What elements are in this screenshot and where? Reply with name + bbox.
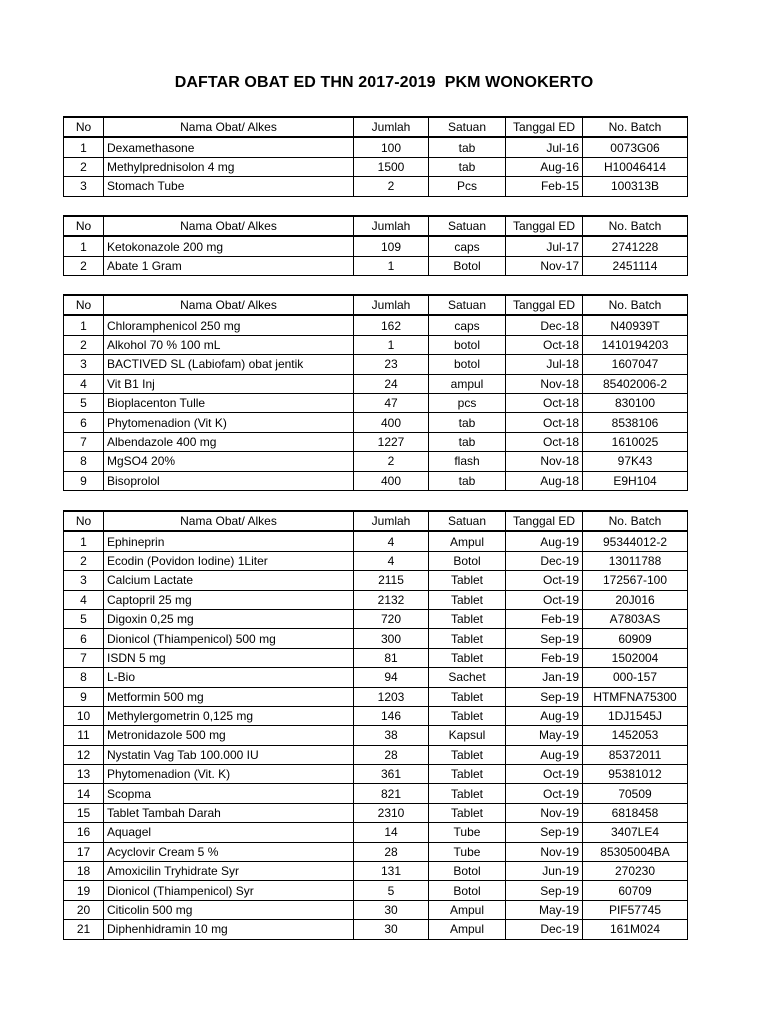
unit-cell: caps: [429, 236, 506, 256]
row-number-cell: 18: [64, 862, 104, 881]
row-number-cell: 6: [64, 629, 104, 648]
batch-number-cell: N40939T: [583, 315, 688, 335]
expiry-date-cell: Nov-17: [506, 256, 583, 275]
table-row: [64, 452, 688, 471]
expiry-date-cell: May-19: [506, 726, 583, 745]
quantity-cell: 81: [354, 648, 429, 667]
column-header-unit: Satuan: [429, 216, 506, 236]
quantity-cell: 109: [354, 236, 429, 256]
row-number-cell: 9: [64, 471, 104, 490]
batch-number-cell: 161M024: [583, 920, 688, 939]
column-header-medicine-name: Nama Obat/ Alkes: [104, 295, 354, 315]
medicine-name-cell: Bioplacenton Tulle: [104, 393, 354, 412]
medicine-name-cell: Acyclovir Cream 5 %: [104, 842, 354, 861]
expiry-date-cell: Jul-16: [506, 137, 583, 157]
batch-number-cell: 20J016: [583, 590, 688, 609]
batch-number-cell: 95344012-2: [583, 531, 688, 551]
unit-cell: Tablet: [429, 648, 506, 667]
table-row: [64, 374, 688, 393]
batch-number-cell: 95381012: [583, 765, 688, 784]
quantity-cell: 1227: [354, 432, 429, 451]
column-header-batch-number: No. Batch: [583, 295, 688, 315]
quantity-cell: 94: [354, 668, 429, 687]
batch-number-cell: 100313B: [583, 177, 688, 196]
quantity-cell: 38: [354, 726, 429, 745]
medicine-name-cell: Phytomenadion (Vit K): [104, 413, 354, 432]
row-number-cell: 1: [64, 315, 104, 335]
batch-number-cell: PIF57745: [583, 900, 688, 919]
medicine-name-cell: Alkohol 70 % 100 mL: [104, 335, 354, 354]
unit-cell: Tube: [429, 823, 506, 842]
quantity-cell: 2: [354, 452, 429, 471]
table-row: [64, 571, 688, 590]
quantity-cell: 100: [354, 137, 429, 157]
unit-cell: Ampul: [429, 900, 506, 919]
row-number-cell: 8: [64, 668, 104, 687]
quantity-cell: 2132: [354, 590, 429, 609]
table-row: [64, 765, 688, 784]
medicine-name-cell: Metronidazole 500 mg: [104, 726, 354, 745]
table-row: [64, 842, 688, 861]
medicine-name-cell: Nystatin Vag Tab 100.000 IU: [104, 745, 354, 764]
quantity-cell: 28: [354, 842, 429, 861]
quantity-cell: 1: [354, 256, 429, 275]
quantity-cell: 47: [354, 393, 429, 412]
batch-number-cell: 2451114: [583, 256, 688, 275]
expiry-date-cell: Aug-18: [506, 471, 583, 490]
row-number-cell: 21: [64, 920, 104, 939]
expiry-date-cell: Oct-19: [506, 571, 583, 590]
table-row: [64, 609, 688, 628]
unit-cell: Tablet: [429, 590, 506, 609]
column-header-row-number: No: [64, 295, 104, 315]
expiry-date-cell: Oct-18: [506, 413, 583, 432]
medicine-name-cell: Captopril 25 mg: [104, 590, 354, 609]
table-row: [64, 648, 688, 667]
unit-cell: tab: [429, 471, 506, 490]
unit-cell: Ampul: [429, 531, 506, 551]
expiry-date-cell: Dec-18: [506, 315, 583, 335]
quantity-cell: 30: [354, 900, 429, 919]
row-number-cell: 16: [64, 823, 104, 842]
column-header-expiry-date: Tanggal ED: [506, 117, 583, 137]
row-number-cell: 2: [64, 551, 104, 570]
unit-cell: Tablet: [429, 784, 506, 803]
unit-cell: caps: [429, 315, 506, 335]
column-header-quantity: Jumlah: [354, 117, 429, 137]
quantity-cell: 146: [354, 706, 429, 725]
batch-number-cell: 60709: [583, 881, 688, 900]
column-header-quantity: Jumlah: [354, 295, 429, 315]
expiry-date-cell: Oct-18: [506, 335, 583, 354]
row-number-cell: 7: [64, 648, 104, 667]
unit-cell: Tablet: [429, 765, 506, 784]
row-number-cell: 2: [64, 157, 104, 176]
table-row: [64, 784, 688, 803]
expiry-date-cell: Feb-19: [506, 609, 583, 628]
table-header-row: [64, 216, 688, 236]
expiry-date-cell: Jun-19: [506, 862, 583, 881]
unit-cell: Tablet: [429, 706, 506, 725]
expiry-date-cell: Oct-19: [506, 765, 583, 784]
quantity-cell: 4: [354, 531, 429, 551]
medicine-name-cell: Aquagel: [104, 823, 354, 842]
medicine-name-cell: Diphenhidramin 10 mg: [104, 920, 354, 939]
expiry-date-cell: Feb-15: [506, 177, 583, 196]
row-number-cell: 1: [64, 236, 104, 256]
row-number-cell: 1: [64, 531, 104, 551]
expiry-date-cell: Sep-19: [506, 629, 583, 648]
quantity-cell: 300: [354, 629, 429, 648]
table-header-row: [64, 295, 688, 315]
unit-cell: Tablet: [429, 745, 506, 764]
table-row: [64, 881, 688, 900]
batch-number-cell: 85305004BA: [583, 842, 688, 861]
quantity-cell: 24: [354, 374, 429, 393]
expiry-date-cell: Aug-19: [506, 706, 583, 725]
batch-number-cell: 3407LE4: [583, 823, 688, 842]
expiry-date-cell: Sep-19: [506, 687, 583, 706]
row-number-cell: 1: [64, 137, 104, 157]
expiry-date-cell: Nov-18: [506, 374, 583, 393]
table-row: [64, 137, 688, 157]
medicine-name-cell: Calcium Lactate: [104, 571, 354, 590]
quantity-cell: 5: [354, 881, 429, 900]
table-row: [64, 668, 688, 687]
medicine-name-cell: Amoxicilin Tryhidrate Syr: [104, 862, 354, 881]
table-row: [64, 256, 688, 275]
expiry-date-cell: Aug-19: [506, 531, 583, 551]
row-number-cell: 3: [64, 177, 104, 196]
batch-number-cell: 1410194203: [583, 335, 688, 354]
expiry-date-cell: Oct-19: [506, 784, 583, 803]
medicine-name-cell: BACTIVED SL (Labiofam) obat jentik: [104, 355, 354, 374]
quantity-cell: 23: [354, 355, 429, 374]
medicine-name-cell: Dionicol (Thiampenicol) Syr: [104, 881, 354, 900]
batch-number-cell: 1607047: [583, 355, 688, 374]
quantity-cell: 131: [354, 862, 429, 881]
table-row: [64, 355, 688, 374]
batch-number-cell: 830100: [583, 393, 688, 412]
page-title: DAFTAR OBAT ED THN 2017-2019 PKM WONOKERTO: [174, 74, 594, 91]
table-row: [64, 823, 688, 842]
medicine-name-cell: Phytomenadion (Vit. K): [104, 765, 354, 784]
batch-number-cell: 000-157: [583, 668, 688, 687]
table-row: [64, 157, 688, 176]
unit-cell: Botol: [429, 881, 506, 900]
column-header-batch-number: No. Batch: [583, 216, 688, 236]
row-number-cell: 11: [64, 726, 104, 745]
quantity-cell: 14: [354, 823, 429, 842]
batch-number-cell: 6818458: [583, 803, 688, 822]
medicine-name-cell: Tablet Tambah Darah: [104, 803, 354, 822]
batch-number-cell: 85402006-2: [583, 374, 688, 393]
unit-cell: pcs: [429, 393, 506, 412]
table-header-row: [64, 511, 688, 531]
batch-number-cell: 13011788: [583, 551, 688, 570]
table-row: [64, 629, 688, 648]
table-header-row: [64, 117, 688, 137]
medicine-name-cell: Chloramphenicol 250 mg: [104, 315, 354, 335]
expiry-date-cell: Aug-16: [506, 157, 583, 176]
quantity-cell: 720: [354, 609, 429, 628]
unit-cell: Tablet: [429, 609, 506, 628]
expiry-date-cell: Nov-19: [506, 803, 583, 822]
medicine-name-cell: Stomach Tube: [104, 177, 354, 196]
unit-cell: botol: [429, 335, 506, 354]
expiry-date-cell: Jan-19: [506, 668, 583, 687]
unit-cell: tab: [429, 413, 506, 432]
quantity-cell: 2310: [354, 803, 429, 822]
unit-cell: Tablet: [429, 803, 506, 822]
medicine-table-2018: [63, 294, 688, 491]
expiry-date-cell: Feb-19: [506, 648, 583, 667]
medicine-name-cell: Vit B1 Inj: [104, 374, 354, 393]
quantity-cell: 1: [354, 335, 429, 354]
medicine-name-cell: Ketokonazole 200 mg: [104, 236, 354, 256]
expiry-date-cell: Nov-18: [506, 452, 583, 471]
medicine-name-cell: Dionicol (Thiampenicol) 500 mg: [104, 629, 354, 648]
quantity-cell: 821: [354, 784, 429, 803]
row-number-cell: 6: [64, 413, 104, 432]
row-number-cell: 15: [64, 803, 104, 822]
medicine-table-2019: [63, 510, 688, 940]
column-header-row-number: No: [64, 216, 104, 236]
table-row: [64, 900, 688, 919]
batch-number-cell: 0073G06: [583, 137, 688, 157]
column-header-expiry-date: Tanggal ED: [506, 295, 583, 315]
row-number-cell: 10: [64, 706, 104, 725]
row-number-cell: 4: [64, 590, 104, 609]
table-row: [64, 920, 688, 939]
batch-number-cell: 1DJ1545J: [583, 706, 688, 725]
medicine-name-cell: Albendazole 400 mg: [104, 432, 354, 451]
unit-cell: Pcs: [429, 177, 506, 196]
column-header-medicine-name: Nama Obat/ Alkes: [104, 216, 354, 236]
medicine-name-cell: Ecodin (Povidon Iodine) 1Liter: [104, 551, 354, 570]
medicine-name-cell: Citicolin 500 mg: [104, 900, 354, 919]
row-number-cell: 2: [64, 256, 104, 275]
expiry-date-cell: Jul-18: [506, 355, 583, 374]
medicine-name-cell: Methylergometrin 0,125 mg: [104, 706, 354, 725]
table-row: [64, 335, 688, 354]
expiry-date-cell: Oct-18: [506, 393, 583, 412]
batch-number-cell: 60909: [583, 629, 688, 648]
unit-cell: Botol: [429, 256, 506, 275]
quantity-cell: 361: [354, 765, 429, 784]
batch-number-cell: 8538106: [583, 413, 688, 432]
batch-number-cell: 97K43: [583, 452, 688, 471]
batch-number-cell: A7803AS: [583, 609, 688, 628]
medicine-name-cell: ISDN 5 mg: [104, 648, 354, 667]
table-row: [64, 471, 688, 490]
unit-cell: tab: [429, 432, 506, 451]
medicine-table-2016: [63, 116, 688, 197]
unit-cell: tab: [429, 157, 506, 176]
row-number-cell: 13: [64, 765, 104, 784]
table-row: [64, 745, 688, 764]
batch-number-cell: HTMFNA75300: [583, 687, 688, 706]
column-header-unit: Satuan: [429, 117, 506, 137]
column-header-quantity: Jumlah: [354, 216, 429, 236]
row-number-cell: 19: [64, 881, 104, 900]
medicine-name-cell: Metformin 500 mg: [104, 687, 354, 706]
unit-cell: Ampul: [429, 920, 506, 939]
row-number-cell: 2: [64, 335, 104, 354]
batch-number-cell: 1502004: [583, 648, 688, 667]
medicine-name-cell: Abate 1 Gram: [104, 256, 354, 275]
unit-cell: Tube: [429, 842, 506, 861]
batch-number-cell: 1610025: [583, 432, 688, 451]
batch-number-cell: 85372011: [583, 745, 688, 764]
expiry-date-cell: Oct-19: [506, 590, 583, 609]
expiry-date-cell: Sep-19: [506, 823, 583, 842]
expiry-date-cell: Nov-19: [506, 842, 583, 861]
medicine-name-cell: MgSO4 20%: [104, 452, 354, 471]
expiry-date-cell: Oct-18: [506, 432, 583, 451]
row-number-cell: 3: [64, 355, 104, 374]
unit-cell: Kapsul: [429, 726, 506, 745]
batch-number-cell: 270230: [583, 862, 688, 881]
quantity-cell: 28: [354, 745, 429, 764]
row-number-cell: 7: [64, 432, 104, 451]
expiry-date-cell: Dec-19: [506, 920, 583, 939]
table-row: [64, 236, 688, 256]
unit-cell: botol: [429, 355, 506, 374]
medicine-name-cell: Ephineprin: [104, 531, 354, 551]
quantity-cell: 2115: [354, 571, 429, 590]
unit-cell: flash: [429, 452, 506, 471]
batch-number-cell: 1452053: [583, 726, 688, 745]
quantity-cell: 400: [354, 413, 429, 432]
medicine-name-cell: L-Bio: [104, 668, 354, 687]
expiry-date-cell: Dec-19: [506, 551, 583, 570]
quantity-cell: 2: [354, 177, 429, 196]
table-row: [64, 726, 688, 745]
medicine-name-cell: Digoxin 0,25 mg: [104, 609, 354, 628]
expiry-date-cell: Sep-19: [506, 881, 583, 900]
column-header-batch-number: No. Batch: [583, 117, 688, 137]
column-header-unit: Satuan: [429, 295, 506, 315]
row-number-cell: 14: [64, 784, 104, 803]
column-header-medicine-name: Nama Obat/ Alkes: [104, 117, 354, 137]
row-number-cell: 17: [64, 842, 104, 861]
row-number-cell: 5: [64, 609, 104, 628]
column-header-expiry-date: Tanggal ED: [506, 511, 583, 531]
row-number-cell: 4: [64, 374, 104, 393]
unit-cell: ampul: [429, 374, 506, 393]
batch-number-cell: E9H104: [583, 471, 688, 490]
column-header-expiry-date: Tanggal ED: [506, 216, 583, 236]
table-row: [64, 315, 688, 335]
row-number-cell: 12: [64, 745, 104, 764]
medicine-name-cell: Bisoprolol: [104, 471, 354, 490]
batch-number-cell: H10046414: [583, 157, 688, 176]
column-header-medicine-name: Nama Obat/ Alkes: [104, 511, 354, 531]
table-row: [64, 551, 688, 570]
batch-number-cell: 70509: [583, 784, 688, 803]
quantity-cell: 30: [354, 920, 429, 939]
table-row: [64, 590, 688, 609]
quantity-cell: 4: [354, 551, 429, 570]
row-number-cell: 9: [64, 687, 104, 706]
column-header-batch-number: No. Batch: [583, 511, 688, 531]
unit-cell: Tablet: [429, 687, 506, 706]
column-header-row-number: No: [64, 511, 104, 531]
table-row: [64, 531, 688, 551]
table-row: [64, 706, 688, 725]
row-number-cell: 3: [64, 571, 104, 590]
medicine-name-cell: Methylprednisolon 4 mg: [104, 157, 354, 176]
column-header-row-number: No: [64, 117, 104, 137]
unit-cell: Botol: [429, 862, 506, 881]
expiry-date-cell: Aug-19: [506, 745, 583, 764]
batch-number-cell: 2741228: [583, 236, 688, 256]
unit-cell: Botol: [429, 551, 506, 570]
unit-cell: Tablet: [429, 571, 506, 590]
row-number-cell: 20: [64, 900, 104, 919]
expiry-date-cell: Jul-17: [506, 236, 583, 256]
table-row: [64, 413, 688, 432]
quantity-cell: 1203: [354, 687, 429, 706]
row-number-cell: 5: [64, 393, 104, 412]
row-number-cell: 8: [64, 452, 104, 471]
quantity-cell: 400: [354, 471, 429, 490]
quantity-cell: 1500: [354, 157, 429, 176]
medicine-name-cell: Dexamethasone: [104, 137, 354, 157]
column-header-quantity: Jumlah: [354, 511, 429, 531]
column-header-unit: Satuan: [429, 511, 506, 531]
unit-cell: Sachet: [429, 668, 506, 687]
table-row: [64, 177, 688, 196]
table-row: [64, 687, 688, 706]
table-row: [64, 432, 688, 451]
table-row: [64, 862, 688, 881]
quantity-cell: 162: [354, 315, 429, 335]
medicine-name-cell: Scopma: [104, 784, 354, 803]
unit-cell: tab: [429, 137, 506, 157]
batch-number-cell: 172567-100: [583, 571, 688, 590]
expiry-date-cell: May-19: [506, 900, 583, 919]
medicine-table-2017: [63, 215, 688, 276]
unit-cell: Tablet: [429, 629, 506, 648]
table-row: [64, 393, 688, 412]
table-row: [64, 803, 688, 822]
